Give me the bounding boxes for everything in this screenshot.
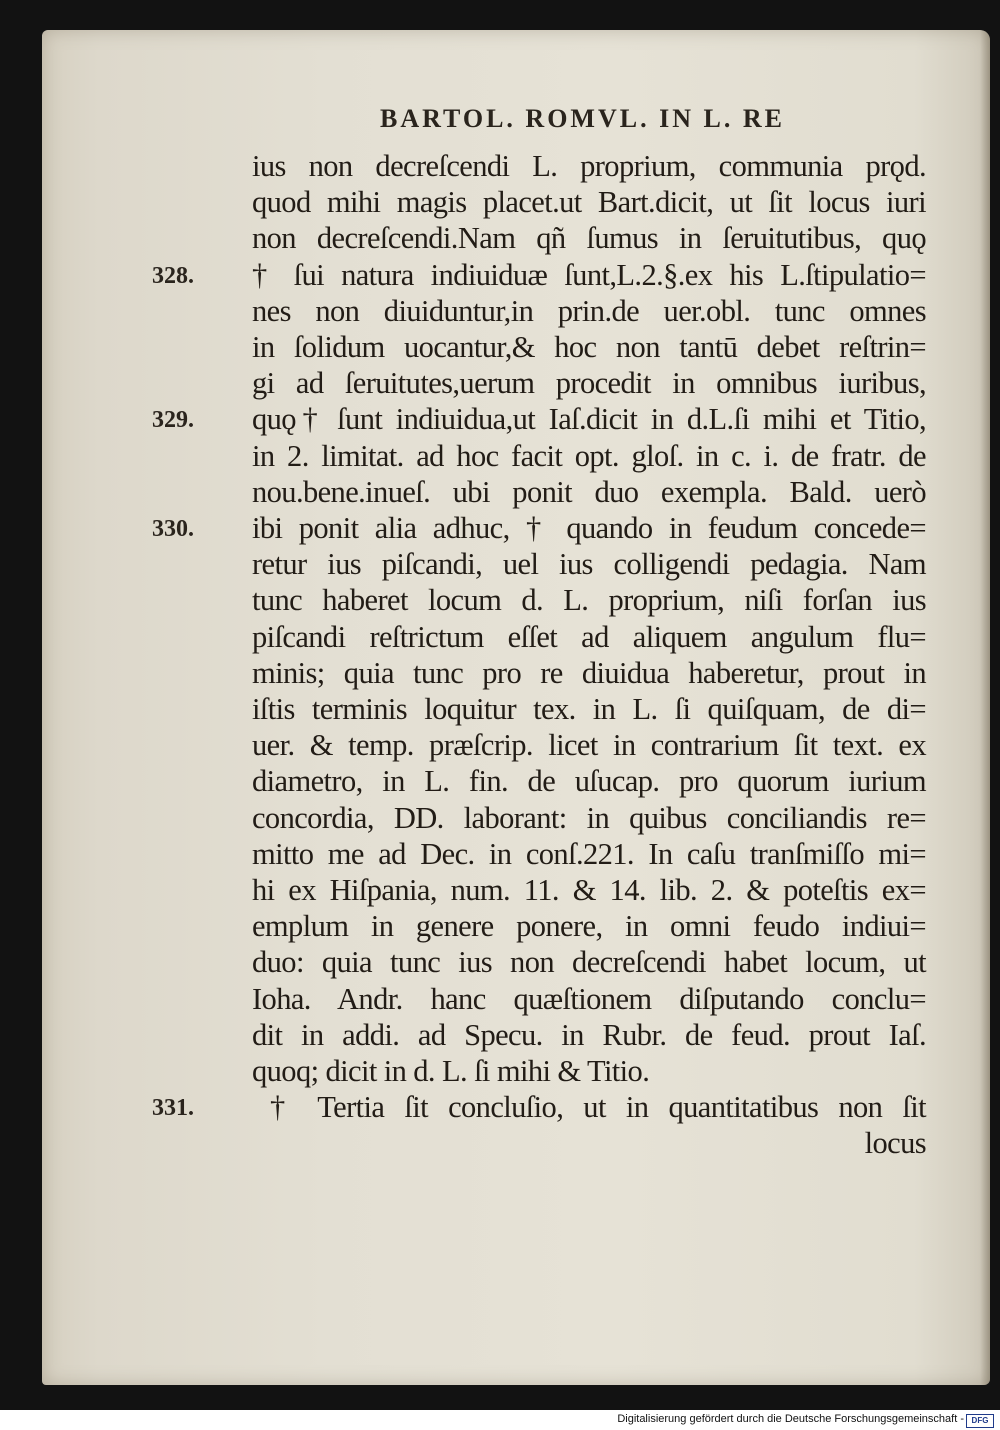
text-line: duo: quia tunc ius non decreſcendi habet locum, ut (252, 945, 926, 980)
text-line: quod mihi magis placet.ut Bart.dicit, ut ſit locus iuri (252, 185, 926, 220)
text-line: diametro, in L. fin. de uſucap. pro quorum iurium (252, 764, 926, 799)
text-line: ibi ponit alia adhuc, † quando in feudum concede= (252, 511, 926, 545)
text-line: minis; quia tunc pro re diuidua haberetur, prout in (252, 655, 926, 690)
text-line: quǫ† ſunt indiuidua,ut Iaſ.dicit in d.L.ſi mihi et Titio, (252, 402, 926, 437)
text-line: nou.bene.inueſ. ubi ponit duo exempla. Bald. uerò (252, 474, 926, 509)
text-line: tunc haberet locum d. L. proprium, niſi forſan ius (252, 583, 926, 618)
text-line: Ioha. Andr. hanc quæſtionem diſputando conclu= (252, 981, 926, 1016)
text-line: nes non diuiduntur,in prin.de uer.obl. tunc omnes (252, 293, 926, 328)
text-line: † Tertia ſit concluſio, ut in quantitatibus non ſit (270, 1090, 926, 1125)
margin-number: 329. (152, 407, 194, 434)
running-head: BARTOL. ROMVL. IN L. RE (380, 104, 785, 133)
text-line: emplum in genere ponere, in omni feudo indiui= (252, 909, 926, 944)
margin-number: 328. (152, 262, 194, 289)
margin-number: 330. (152, 516, 194, 542)
text-line: piſcandi reſtrictum eſſet ad aliquem angulum flu= (252, 619, 926, 654)
footer-credit: Digitalisierung gefördert durch die Deutsche Forschungsgemeinschaft - (617, 1413, 964, 1425)
text-line: mitto me ad Dec. in conſ.221. In caſu tranſmiſſo mi= (252, 836, 926, 871)
text-line: non decreſcendi.Nam qñ ſumus in ſeruitutibus, quǫ (252, 221, 926, 256)
text-line: locus (864, 1126, 926, 1161)
text-line: gi ad ſeruitutes,uerum procedit in omnibus iuribus, (252, 366, 926, 401)
footer-bar (0, 1410, 1000, 1430)
margin-number: 331. (152, 1095, 194, 1122)
text-line: iſtis terminis loquitur tex. in L. ſi quiſquam, de di= (252, 692, 926, 726)
dfg-logo: DFG (966, 1414, 994, 1428)
text-line: † ſui natura indiuiduæ ſunt,L.2.§.ex his L.ſtipulatio= (252, 257, 926, 292)
text-line: uer. & temp. præſcrip. licet in contrarium ſit text. ex (252, 728, 926, 763)
text-line: ius non decreſcendi L. proprium, communia prǫd. (252, 149, 926, 183)
text-line: dit in addi. ad Specu. in Rubr. de feud. prout Iaſ. (252, 1017, 926, 1052)
page-edge (980, 30, 990, 1385)
text-line: in 2. limitat. ad hoc facit opt. gloſ. in c. i. de fratr. de (252, 438, 926, 473)
text-line: concordia, DD. laborant: in quibus conciliandis re= (252, 800, 926, 835)
text-line: retur ius piſcandi, uel ius colligendi pedagia. Nam (252, 547, 926, 582)
text-line: in ſolidum uocantur,& hoc non tantū debet reſtrin= (252, 330, 926, 364)
text-line: hi ex Hiſpania, num. 11. & 14. lib. 2. & poteſtis ex= (252, 873, 926, 907)
text-line: quoq; dicit in d. L. ſi mihi & Titio. (252, 1054, 650, 1088)
